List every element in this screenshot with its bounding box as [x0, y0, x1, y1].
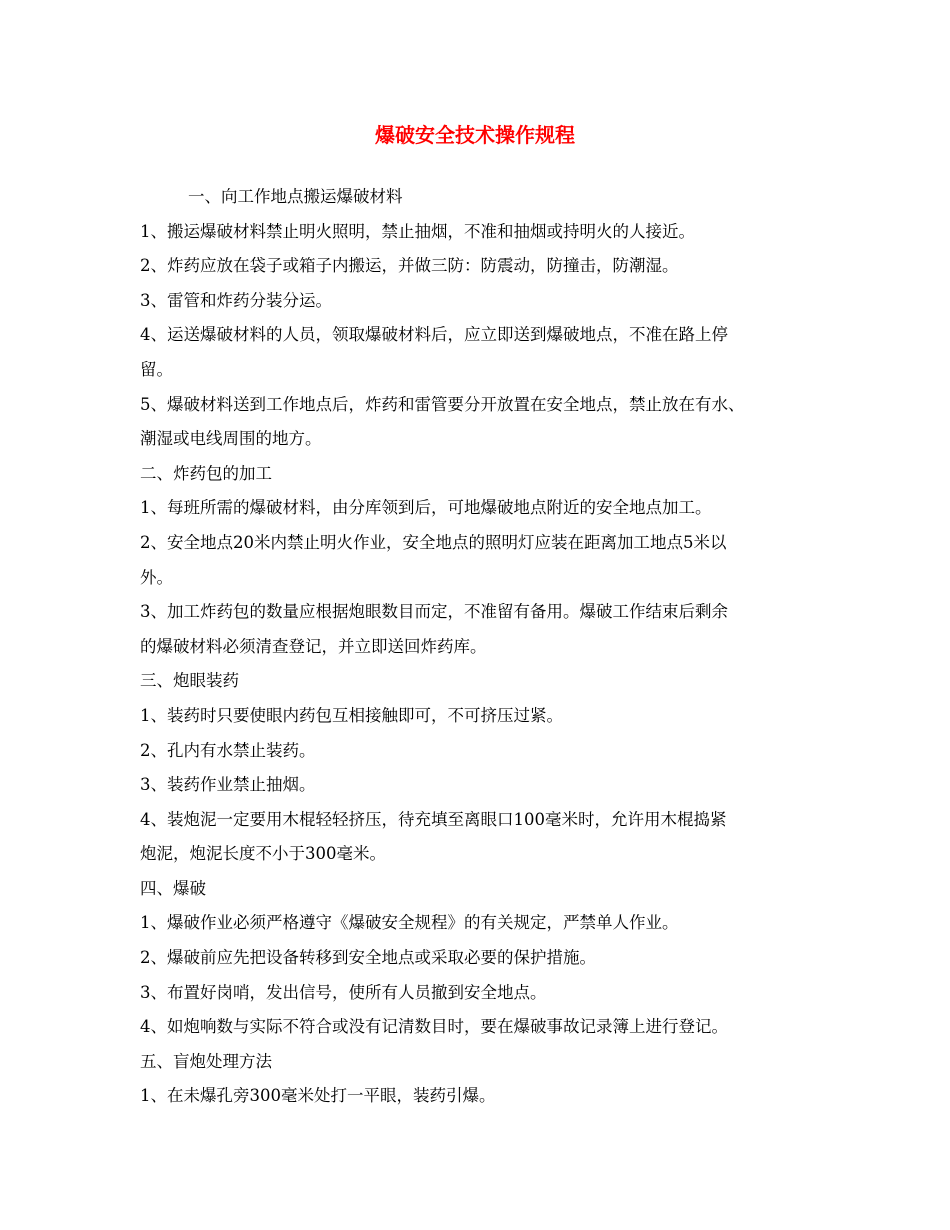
paragraph-line: 5、爆破材料送到工作地点后，炸药和雷管要分开放置在安全地点，禁止放在有水、: [140, 394, 745, 414]
paragraph-line: 1、每班所需的爆破材料，由分库领到后，可地爆破地点附近的安全地点加工。: [140, 498, 712, 518]
paragraph-line: 2、孔内有水禁止装药。: [140, 740, 316, 760]
paragraph-line: 潮湿或电线周围的地方。: [140, 429, 322, 449]
paragraph-line: 3、雷管和炸药分装分运。: [140, 290, 332, 310]
section-heading: 四、爆破: [140, 878, 206, 898]
paragraph-line: 3、装药作业禁止抽烟。: [140, 775, 316, 795]
paragraph-line: 1、在未爆孔旁300毫米处打一平眼，装药引爆。: [140, 1086, 496, 1106]
paragraph-line: 的爆破材料必须清查登记，并立即送回炸药库。: [140, 636, 487, 656]
paragraph-line: 2、炸药应放在袋子或箱子内搬运，并做三防：防震动，防撞击，防潮湿。: [140, 256, 679, 276]
paragraph-line: 留。: [140, 359, 173, 379]
section-heading: 五、盲炮处理方法: [140, 1051, 272, 1071]
document-body: [140, 180, 820, 1114]
document-title: 爆破安全技术操作规程: [375, 123, 575, 147]
paragraph-line: 2、安全地点20米内禁止明火作业，安全地点的照明灯应装在距离加工地点5米以: [140, 532, 727, 552]
paragraph-line: 4、如炮响数与实际不符合或没有记清数目时，要在爆破事故记录簿上进行登记。: [140, 1017, 728, 1037]
section-heading: 三、炮眼装药: [140, 671, 239, 691]
paragraph-line: 1、装药时只要使眼内药包互相接触即可，不可挤压过紧。: [140, 705, 563, 725]
paragraph-line: 炮泥，炮泥长度不小于300毫米。: [140, 844, 386, 864]
paragraph-line: 3、加工炸药包的数量应根据炮眼数目而定，不准留有备用。爆破工作结束后剩余: [140, 602, 728, 622]
paragraph-line: 4、运送爆破材料的人员，领取爆破材料后，应立即送到爆破地点，不准在路上停: [140, 325, 728, 345]
paragraph-line: 1、搬运爆破材料禁止明火照明，禁止抽烟，不准和抽烟或持明火的人接近。: [140, 221, 695, 241]
section-heading: 一、向工作地点搬运爆破材料: [188, 187, 403, 206]
paragraph-line: 3、布置好岗哨，发出信号，使所有人员撤到安全地点。: [140, 982, 547, 1002]
section-heading: 二、炸药包的加工: [140, 463, 272, 483]
paragraph-line: 4、装炮泥一定要用木棍轻轻挤压，待充填至离眼口100毫米时，允许用木棍捣紧: [140, 809, 727, 829]
paragraph-line: 外。: [140, 567, 173, 587]
paragraph-line: 2、爆破前应先把设备转移到安全地点或采取必要的保护措施。: [140, 948, 596, 968]
paragraph-line: 1、爆破作业必须严格遵守《爆破安全规程》的有关规定，严禁单人作业。: [140, 913, 679, 933]
